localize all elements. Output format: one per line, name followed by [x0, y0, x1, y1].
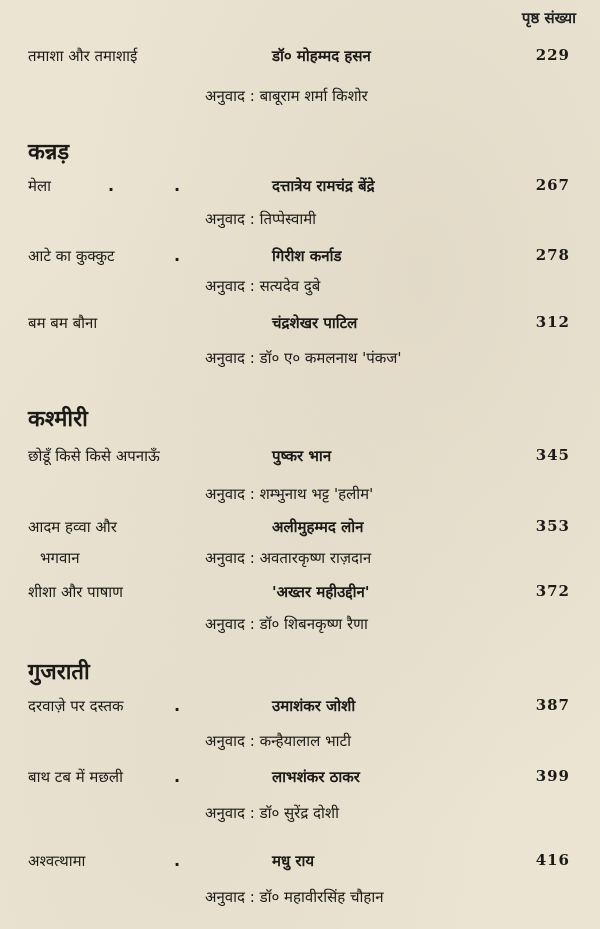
page-number-column-header: पृष्ठ संख्या: [521, 9, 576, 27]
leader-dot: .: [174, 176, 181, 195]
translator-line: अनुवाद : शम्भुनाथ भट्ट 'हलीम': [205, 485, 374, 503]
translator-line: अनुवाद : तिप्पेस्वामी: [205, 210, 317, 228]
translator-line: अनुवाद : डॉ० ए० कमलनाथ 'पंकज': [205, 349, 402, 367]
translator-line: अनुवाद : डॉ० महावीरसिंह चौहान: [205, 888, 384, 906]
play-title: बम बम बौना: [28, 314, 98, 332]
play-title: आटे का कुक्कुट: [28, 247, 115, 265]
play-title: तमाशा और तमाशाई: [28, 47, 138, 65]
play-title-continuation: भगवान: [40, 549, 80, 567]
play-title: छोडूँ किसे किसे अपनाऊँ: [28, 447, 160, 465]
playwright-name: अलीमुहम्मद लोन: [272, 518, 364, 536]
playwright-name: चंद्रशेखर पाटिल: [272, 314, 358, 332]
play-title: आदम हव्वा और: [28, 518, 117, 536]
leader-dot: .: [174, 851, 181, 870]
page-number: 387: [535, 696, 570, 714]
page-number: 372: [535, 582, 570, 600]
page-number: 399: [535, 767, 570, 785]
translator-line: अनुवाद : अवतारकृष्ण राज़दान: [205, 549, 372, 567]
translator-line: अनुवाद : सत्यदेव दुबे: [205, 277, 321, 295]
play-title: शीशा और पाषाण: [28, 583, 123, 601]
leader-dot: .: [174, 767, 181, 786]
translator-line: अनुवाद : डॉ० शिबनकृष्ण रैणा: [205, 615, 368, 633]
play-title: मेला: [28, 177, 52, 195]
playwright-name: दत्तात्रेय रामचंद्र बेंद्रे: [272, 177, 375, 195]
leader-dot: .: [108, 176, 115, 195]
page-number: 353: [535, 517, 570, 535]
play-title: दरवाज़े पर दस्तक: [28, 697, 124, 715]
play-title: अश्वत्थामा: [28, 852, 86, 870]
page-number: 267: [535, 176, 570, 194]
page-number: 229: [535, 46, 570, 64]
leader-dot: .: [174, 696, 181, 715]
leader-dot: .: [174, 246, 181, 265]
section-heading-kannada: कन्नड़: [28, 140, 70, 165]
playwright-name: पुष्कर भान: [272, 447, 332, 465]
playwright-name: लाभशंकर ठाकर: [272, 768, 360, 786]
playwright-name: मधु राय: [272, 852, 315, 870]
translator-line: अनुवाद : बाबूराम शर्मा किशोर: [205, 87, 368, 105]
page-number: 278: [535, 246, 570, 264]
playwright-name: 'अख्तर महीउद्दीन': [272, 583, 370, 601]
playwright-name: उमाशंकर जोशी: [272, 697, 356, 715]
section-heading-kashmiri: कश्मीरी: [28, 407, 88, 432]
playwright-name: गिरीश कर्नाड: [272, 247, 342, 265]
translator-line: अनुवाद : कन्हैयालाल भाटी: [205, 732, 351, 750]
page-number: 416: [535, 851, 570, 869]
play-title: बाथ टब में मछली: [28, 768, 123, 786]
page-number: 312: [535, 313, 570, 331]
section-heading-gujarati: गुजराती: [28, 660, 90, 685]
translator-line: अनुवाद : डॉ० सुरेंद्र दोशी: [205, 804, 339, 822]
playwright-name: डॉ० मोहम्मद हसन: [272, 47, 371, 65]
page-number: 345: [535, 446, 570, 464]
